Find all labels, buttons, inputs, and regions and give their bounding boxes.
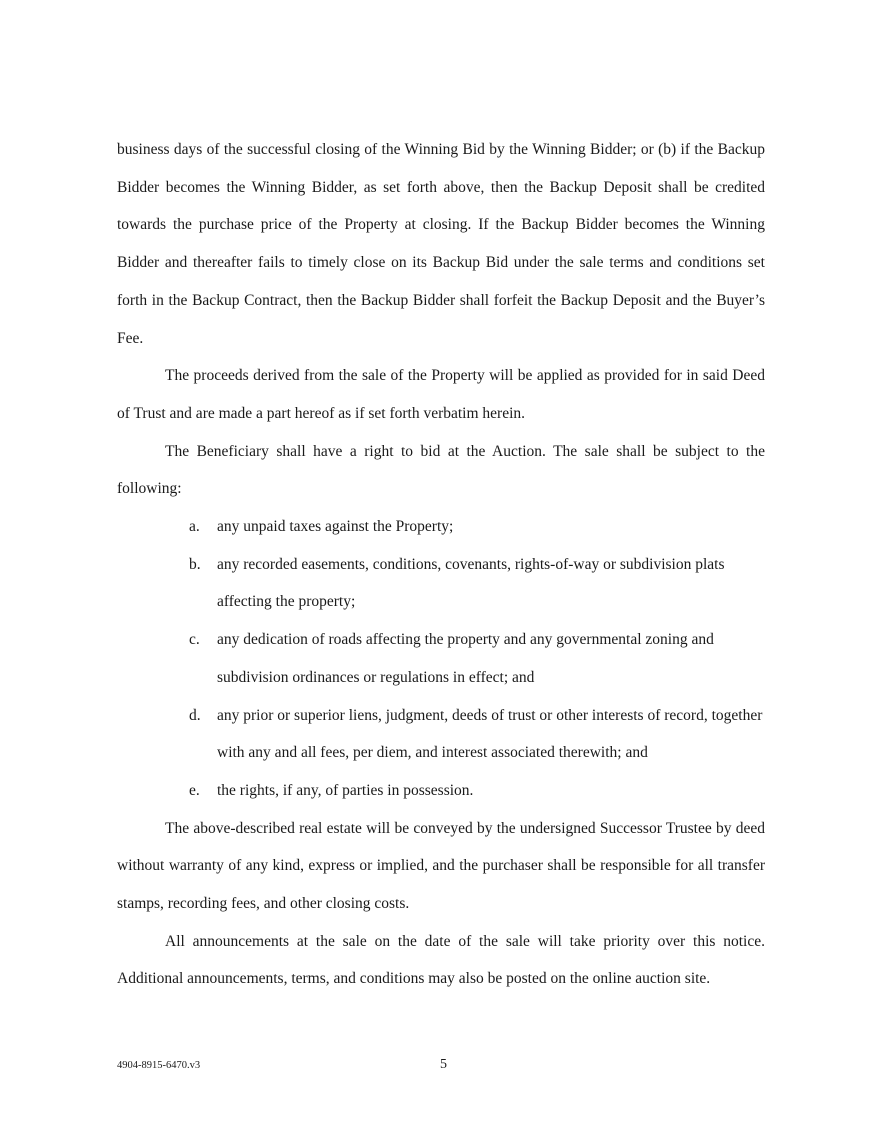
list-item <box>117 546 765 621</box>
body-text <box>117 131 765 998</box>
subject-to-list <box>117 508 765 810</box>
list-item-text: any unpaid taxes against the Property; <box>217 518 454 536</box>
paragraph-announcements: All announcements at the sale on the date of the sale will take priority over this notice. Additional announcements, terms, and conditions may also be posted on the online auction site. <box>117 932 765 988</box>
list-marker: c. <box>189 631 200 649</box>
paragraph-conveyance: The above-described real estate will be conveyed by the undersigned Successor Trustee by deed without warranty of any kind, express or implied, and the purchaser shall be responsible for all transfer stamps, recording fees, and other closing costs. <box>117 819 765 913</box>
paragraph-proceeds: The proceeds derived from the sale of the Property will be applied as provided for in said Deed of Trust and are made a part hereof as if set forth verbatim herein. <box>117 367 765 422</box>
paragraph-continuation: business days of the successful closing of the Winning Bid by the Winning Bidder; or (b) if the Backup Bidder becomes the Winning Bidder, as set forth above, then the Backup Deposit shall be credited towards the purchase price of the Property at closing. If the Backup Bidder becomes the Winning Bidder and thereafter fails to timely close on its Backup Bid under the sale terms and conditions set forth in the Backup Contract, then the Backup Bidder shall forfeit the Backup Deposit and the Buyer’s Fee. <box>117 141 765 347</box>
list-item <box>117 508 765 546</box>
list-item <box>117 621 765 696</box>
list-marker: b. <box>189 555 201 573</box>
document-id: 4904-8915-6470.v3 <box>117 1060 201 1071</box>
list-marker: a. <box>189 518 200 536</box>
list-item-text: any dedication of roads affecting the property and any governmental zoning and subdivision ordinances or regulations in effect; and <box>217 631 714 686</box>
list-item-text: any recorded easements, conditions, covenants, rights-of-way or subdivision plats affecting the property; <box>217 555 725 611</box>
page-number: 5 <box>440 1057 447 1072</box>
list-marker: d. <box>189 706 201 724</box>
list-item-text: any prior or superior liens, judgment, deeds of trust or other interests of record, together with any and all fees, per diem, and interest associated therewith; and <box>217 706 763 762</box>
list-item <box>117 772 765 810</box>
paragraph-beneficiary: The Beneficiary shall have a right to bid at the Auction. The sale shall be subject to the following: <box>117 442 765 498</box>
list-item-text: the rights, if any, of parties in possession. <box>217 781 474 799</box>
list-item <box>117 697 765 772</box>
list-marker: e. <box>189 781 200 799</box>
